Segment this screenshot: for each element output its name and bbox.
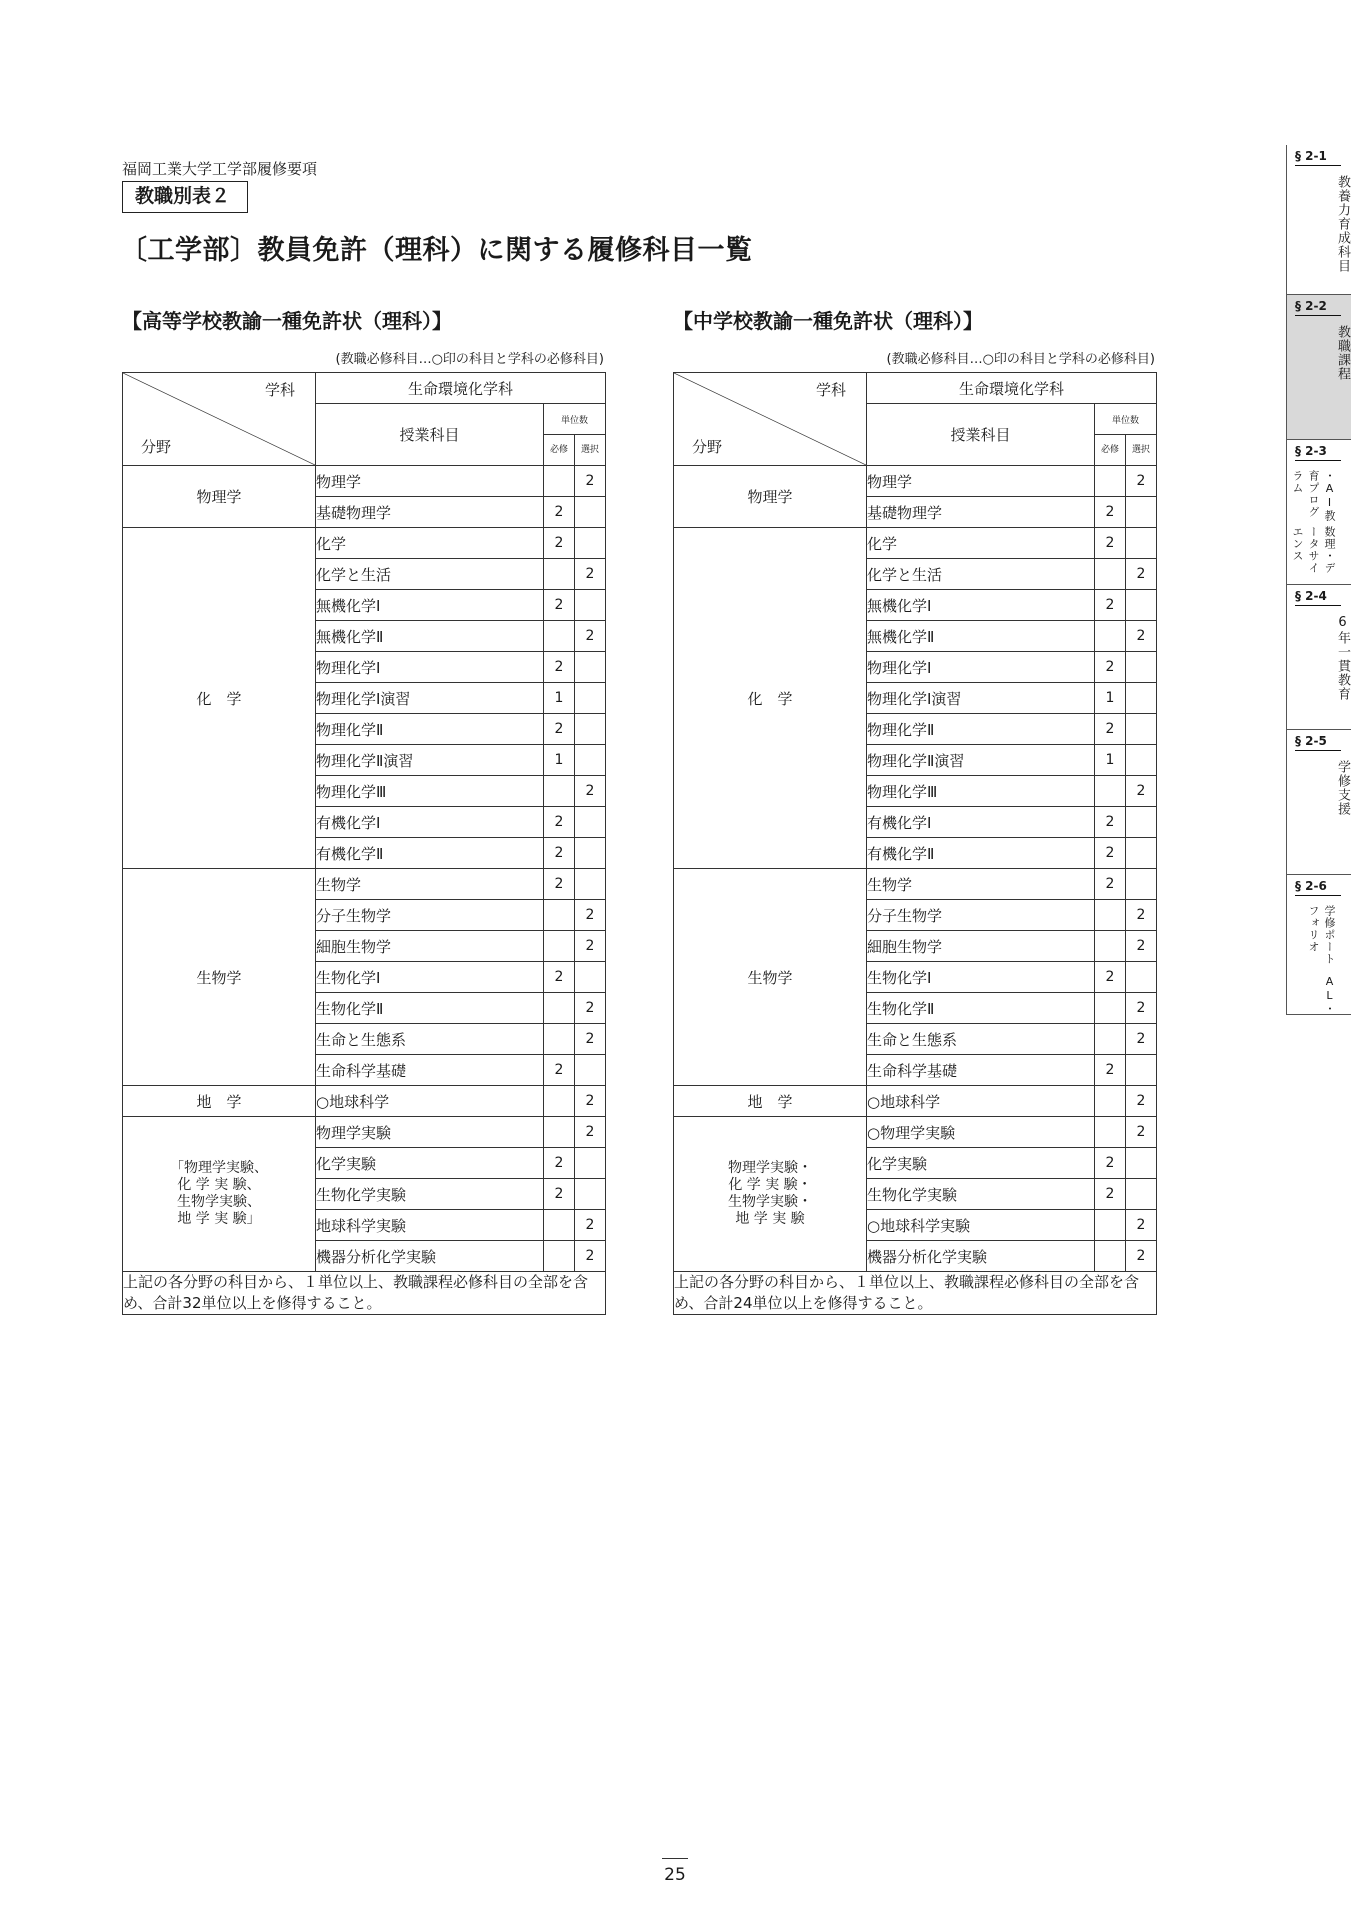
side-tab-2-4[interactable] [1286,585,1351,730]
elective-units-cell [1126,745,1157,776]
elective-units-cell: 2 [1126,621,1157,652]
required-units-cell: 1 [1095,745,1126,776]
subject-cell: 物理学実験 [316,1117,544,1148]
required-units-cell: 2 [1095,962,1126,993]
field-cell-line: 化 学 実 験・ [728,1177,812,1193]
elective-units-cell [575,838,606,869]
required-units-cell: 2 [544,962,575,993]
required-units-cell [544,1241,575,1272]
subject-cell: 物理化学Ⅱ演習 [316,745,544,776]
required-units-cell: 2 [1095,869,1126,900]
subject-cell: 化学実験 [316,1148,544,1179]
elective-units-cell [1126,528,1157,559]
required-units-cell: 2 [544,1055,575,1086]
elective-units-cell: 2 [1126,931,1157,962]
required-units-cell: 2 [1095,1055,1126,1086]
subject-cell: 生物化学実験 [316,1179,544,1210]
required-units-cell: 2 [544,652,575,683]
side-tab-2-2[interactable] [1286,295,1351,440]
elective-units-cell: 2 [575,1241,606,1272]
field-cell [123,1117,316,1272]
subject-cell: 物理化学Ⅱ演習 [867,745,1095,776]
subject-cell: 物理化学Ⅱ [867,714,1095,745]
subject-cell: 機器分析化学実験 [316,1241,544,1272]
required-units-cell [544,931,575,962]
required-units-cell: 2 [544,1148,575,1179]
elective-column-header: 選択 [1126,435,1157,466]
required-units-cell [544,1210,575,1241]
field-cell-line: 生物学実験、 [177,1194,261,1210]
required-units-cell [544,1086,575,1117]
section-title-high-school: 【高等学校教諭一種免許状（理科）】 [122,309,452,333]
elective-units-cell: 2 [575,900,606,931]
subject-cell: 基礎物理学 [867,497,1095,528]
elective-units-cell: 2 [1126,993,1157,1024]
required-units-cell [1095,621,1126,652]
elective-units-cell: 2 [575,1024,606,1055]
elective-units-cell: 2 [575,993,606,1024]
subject-cell: 物理化学Ⅲ [867,776,1095,807]
side-tab-label-line: ・AI教育プログラム [1291,470,1336,522]
page-number: 25 [664,1865,686,1885]
elective-units-cell: 2 [575,776,606,807]
elective-units-cell [1126,1055,1157,1086]
required-column-header: 必修 [544,435,575,466]
header-corner-cell [674,373,867,466]
table-row [123,1117,606,1148]
field-cell: 地 学 [123,1086,316,1117]
subject-cell: 物理化学Ⅰ [316,652,544,683]
elective-units-cell [575,962,606,993]
subject-cell: 化学実験 [867,1148,1095,1179]
required-units-cell: 1 [544,683,575,714]
subject-cell: 基礎物理学 [316,497,544,528]
required-units-cell [544,466,575,497]
subject-cell: 物理化学Ⅱ [316,714,544,745]
subject-cell: 生物化学実験 [867,1179,1095,1210]
elective-units-cell: 2 [575,931,606,962]
required-units-cell: 2 [1095,807,1126,838]
subject-cell: 無機化学Ⅰ [867,590,1095,621]
section-note-junior-high: (教職必修科目…○印の科目と学科の必修科目) [886,352,1155,367]
subject-cell: 化学と生活 [316,559,544,590]
required-units-cell [1095,559,1126,590]
side-tab-code: § 2-3 [1295,444,1341,461]
table-row [674,1086,1157,1117]
field-cell: 物理学 [674,466,867,528]
subject-cell: 化学 [316,528,544,559]
table-row [123,528,606,559]
required-units-cell: 2 [1095,1179,1126,1210]
elective-units-cell: 2 [1126,1024,1157,1055]
corner-label-field: 分野 [141,438,172,456]
header-note: 福岡工業大学工学部履修要項 [122,160,318,178]
units-column-header: 単位数 [1095,404,1157,435]
elective-units-cell [575,745,606,776]
course-table-high-school [122,372,606,1315]
table-row [123,466,606,497]
elective-units-cell [575,683,606,714]
subject-cell: ○物理学実験 [867,1117,1095,1148]
required-units-cell: 2 [1095,528,1126,559]
subject-cell: 物理学 [867,466,1095,497]
subject-column-header: 授業科目 [867,404,1095,466]
corner-label-department: 学科 [264,381,295,399]
elective-units-cell [575,807,606,838]
subject-cell: 無機化学Ⅱ [316,621,544,652]
page-title: 〔工学部〕教員免許（理科）に関する履修科目一覧 [120,235,753,266]
field-cell: 化 学 [123,528,316,869]
subject-cell: 物理化学Ⅰ [867,652,1095,683]
elective-units-cell: 2 [1126,1241,1157,1272]
field-cell: 生物学 [674,869,867,1086]
subject-cell: 分子生物学 [316,900,544,931]
subject-cell: ○地球科学 [316,1086,544,1117]
elective-units-cell [1126,590,1157,621]
elective-units-cell: 2 [1126,900,1157,931]
subject-cell: ○地球科学 [867,1086,1095,1117]
required-units-cell [1095,1086,1126,1117]
corner-label-field: 分野 [692,438,723,456]
side-tab-code: § 2-6 [1295,879,1341,896]
elective-units-cell [1126,807,1157,838]
subject-cell: 生物化学Ⅱ [867,993,1095,1024]
course-table-junior-high [673,372,1157,1315]
elective-units-cell: 2 [1126,1210,1157,1241]
side-tab-code: § 2-5 [1295,734,1341,751]
side-tab-code: § 2-4 [1295,589,1341,606]
subject-cell: 化学と生活 [867,559,1095,590]
elective-units-cell [575,528,606,559]
subject-cell: 生物学 [316,869,544,900]
elective-units-cell [575,497,606,528]
section-title-junior-high: 【中学校教諭一種免許状（理科）】 [673,309,983,333]
doc-badge: 教職別表２ [122,181,248,213]
elective-units-cell [1126,714,1157,745]
field-cell: 化 学 [674,528,867,869]
required-units-cell: 2 [1095,838,1126,869]
required-units-cell: 2 [1095,714,1126,745]
required-units-cell: 2 [1095,590,1126,621]
subject-cell: 生物学 [867,869,1095,900]
subject-cell: 細胞生物学 [867,931,1095,962]
header-corner-cell [123,373,316,466]
subject-cell: 物理化学Ⅰ演習 [316,683,544,714]
elective-units-cell [1126,869,1157,900]
side-tab-label: 教養力育成科目 [1335,175,1350,273]
subject-cell: 生命と生態系 [316,1024,544,1055]
field-cell: 物理学 [123,466,316,528]
section-note-high-school: (教職必修科目…○印の科目と学科の必修科目) [335,352,604,367]
required-units-cell [1095,993,1126,1024]
required-units-cell: 2 [1095,497,1126,528]
field-cell-line: 物理学実験・ [728,1160,812,1176]
elective-units-cell: 2 [575,1086,606,1117]
subject-cell: 細胞生物学 [316,931,544,962]
elective-units-cell [575,652,606,683]
subject-cell: 分子生物学 [867,900,1095,931]
elective-units-cell: 2 [1126,1117,1157,1148]
units-column-header: 単位数 [544,404,606,435]
subject-cell: 物理学 [316,466,544,497]
side-tab-code: § 2-1 [1295,149,1341,166]
required-units-cell: 2 [544,590,575,621]
subject-cell: 化学 [867,528,1095,559]
table-row [674,869,1157,900]
required-units-cell [1095,1117,1126,1148]
corner-label-department: 学科 [815,381,846,399]
page-number-rule [662,1858,688,1859]
table-row [123,869,606,900]
subject-cell: 機器分析化学実験 [867,1241,1095,1272]
required-units-cell [1095,1210,1126,1241]
side-tab-label: 6年一貫教育 [1335,615,1350,701]
subject-cell: 地球科学実験 [316,1210,544,1241]
required-units-cell [1095,776,1126,807]
subject-cell: 生物化学Ⅰ [316,962,544,993]
table-row [674,1117,1157,1148]
elective-units-cell: 2 [1126,776,1157,807]
subject-cell: 無機化学Ⅰ [316,590,544,621]
field-cell-line: 地 学 実 験 [735,1211,805,1227]
elective-units-cell [575,1055,606,1086]
subject-cell: 生命科学基礎 [316,1055,544,1086]
required-units-cell [544,776,575,807]
side-tab-label-line: 数理・データサイエンス [1291,525,1336,574]
elective-units-cell [575,590,606,621]
required-units-cell: 2 [544,528,575,559]
required-units-cell [1095,931,1126,962]
elective-units-cell: 2 [575,559,606,590]
table-row [123,1086,606,1117]
required-units-cell: 2 [544,869,575,900]
elective-units-cell [1126,962,1157,993]
required-units-cell: 1 [544,745,575,776]
required-units-cell [544,1117,575,1148]
field-cell-line: 生物学実験・ [728,1194,812,1210]
department-header: 生命環境化学科 [316,373,606,404]
subject-cell: ○地球科学実験 [867,1210,1095,1241]
elective-units-cell: 2 [1126,466,1157,497]
table-footer-note: 上記の各分野の科目から、１単位以上、教職課程必修科目の全部を含め、合計32単位以上を修得すること。 [123,1272,606,1315]
subject-cell: 物理化学Ⅲ [316,776,544,807]
table-footer-note: 上記の各分野の科目から、１単位以上、教職課程必修科目の全部を含め、合計24単位以上を修得すること。 [674,1272,1157,1315]
required-units-cell: 2 [1095,1148,1126,1179]
side-tab-label-line: AL・ [1323,975,1336,1015]
subject-column-header: 授業科目 [316,404,544,466]
elective-units-cell [575,1179,606,1210]
elective-units-cell [1126,497,1157,528]
required-units-cell: 1 [1095,683,1126,714]
required-units-cell [544,1024,575,1055]
subject-cell: 生物化学Ⅰ [867,962,1095,993]
field-cell: 生物学 [123,869,316,1086]
required-units-cell [544,900,575,931]
elective-units-cell: 2 [575,1117,606,1148]
subject-cell: 有機化学Ⅰ [867,807,1095,838]
required-units-cell [1095,1024,1126,1055]
elective-units-cell: 2 [575,466,606,497]
subject-cell: 生命と生態系 [867,1024,1095,1055]
field-cell-line: 化 学 実 験、 [177,1177,261,1193]
side-tab-label: 学修支援 [1335,760,1350,816]
subject-cell: 物理化学Ⅰ演習 [867,683,1095,714]
elective-units-cell: 2 [575,1210,606,1241]
side-tab-2-5[interactable] [1286,730,1351,875]
elective-units-cell [575,869,606,900]
side-tab-label: 教職課程 [1335,325,1350,381]
side-tab-2-1[interactable] [1286,145,1351,295]
field-cell-line: 「物理学実験、 [170,1160,268,1176]
required-units-cell [1095,466,1126,497]
elective-units-cell [1126,683,1157,714]
elective-units-cell [1126,838,1157,869]
subject-cell: 有機化学Ⅱ [316,838,544,869]
required-units-cell: 2 [1095,652,1126,683]
department-header: 生命環境化学科 [867,373,1157,404]
subject-cell: 生命科学基礎 [867,1055,1095,1086]
required-units-cell: 2 [544,838,575,869]
subject-cell: 有機化学Ⅰ [316,807,544,838]
required-column-header: 必修 [1095,435,1126,466]
elective-units-cell [1126,1148,1157,1179]
required-units-cell [1095,900,1126,931]
subject-cell: 無機化学Ⅱ [867,621,1095,652]
table-row [674,466,1157,497]
required-units-cell [544,621,575,652]
elective-units-cell [575,1148,606,1179]
field-cell-line: 地 学 実 験」 [177,1211,261,1227]
field-cell [674,1117,867,1272]
side-tab-code: § 2-2 [1295,299,1341,316]
side-tab-2-3[interactable] [1286,440,1351,585]
side-tab-label-line: 学修ポートフォリオ [1307,905,1336,965]
required-units-cell: 2 [544,807,575,838]
elective-units-cell [575,714,606,745]
required-units-cell: 2 [544,1179,575,1210]
subject-cell: 有機化学Ⅱ [867,838,1095,869]
table-row [674,528,1157,559]
required-units-cell [544,559,575,590]
subject-cell: 生物化学Ⅱ [316,993,544,1024]
required-units-cell: 2 [544,497,575,528]
field-cell: 地 学 [674,1086,867,1117]
elective-units-cell: 2 [1126,559,1157,590]
required-units-cell [1095,1241,1126,1272]
elective-column-header: 選択 [575,435,606,466]
required-units-cell [544,993,575,1024]
elective-units-cell [1126,1179,1157,1210]
side-tab-2-6[interactable] [1286,875,1351,1015]
elective-units-cell [1126,652,1157,683]
elective-units-cell: 2 [575,621,606,652]
required-units-cell: 2 [544,714,575,745]
elective-units-cell: 2 [1126,1086,1157,1117]
